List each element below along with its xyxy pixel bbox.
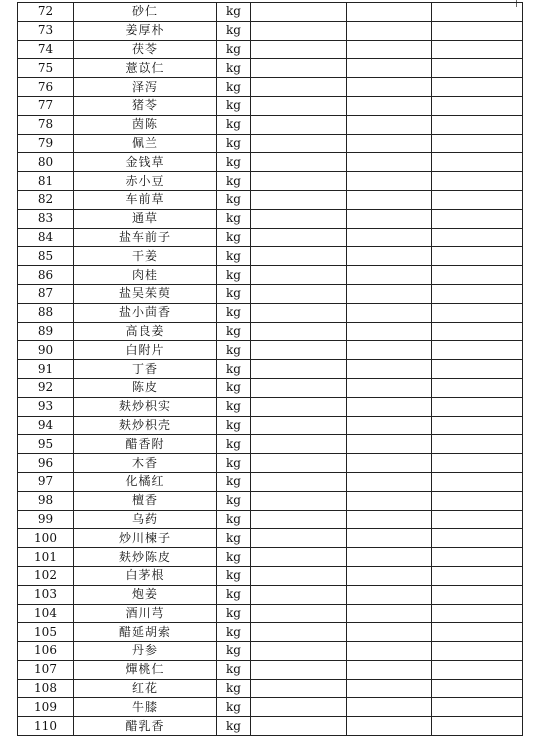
table-row	[18, 303, 523, 322]
table-row	[18, 78, 523, 97]
empty-cell-2	[347, 378, 432, 397]
herb-name: 盐车前子	[74, 228, 217, 247]
empty-cell-3	[432, 322, 523, 341]
empty-cell-1	[251, 529, 347, 548]
empty-cell-3	[432, 172, 523, 191]
empty-cell-1	[251, 454, 347, 473]
empty-cell-1	[251, 604, 347, 623]
table-row	[18, 679, 523, 698]
unit-cell: kg	[217, 698, 251, 717]
empty-cell-3	[432, 209, 523, 228]
empty-cell-3	[432, 472, 523, 491]
herb-name: 檀香	[74, 491, 217, 510]
empty-cell-1	[251, 96, 347, 115]
row-number: 85	[18, 247, 74, 266]
unit-cell: kg	[217, 3, 251, 22]
table-row	[18, 247, 523, 266]
herb-name: 砂仁	[74, 3, 217, 22]
table-row	[18, 660, 523, 679]
table-row	[18, 454, 523, 473]
empty-cell-2	[347, 266, 432, 285]
empty-cell-3	[432, 40, 523, 59]
table-row	[18, 510, 523, 529]
row-number: 98	[18, 491, 74, 510]
row-number: 83	[18, 209, 74, 228]
unit-cell: kg	[217, 604, 251, 623]
table-row	[18, 21, 523, 40]
herb-name: 牛膝	[74, 698, 217, 717]
empty-cell-3	[432, 59, 523, 78]
empty-cell-2	[347, 360, 432, 379]
empty-cell-3	[432, 642, 523, 661]
empty-cell-3	[432, 3, 523, 22]
herb-name: 车前草	[74, 190, 217, 209]
table-row	[18, 115, 523, 134]
empty-cell-1	[251, 566, 347, 585]
row-number: 82	[18, 190, 74, 209]
unit-cell: kg	[217, 566, 251, 585]
empty-cell-1	[251, 491, 347, 510]
row-number: 107	[18, 660, 74, 679]
table-row	[18, 566, 523, 585]
empty-cell-2	[347, 510, 432, 529]
empty-cell-1	[251, 378, 347, 397]
unit-cell: kg	[217, 134, 251, 153]
empty-cell-1	[251, 660, 347, 679]
empty-cell-1	[251, 115, 347, 134]
unit-cell: kg	[217, 679, 251, 698]
empty-cell-2	[347, 623, 432, 642]
row-number: 81	[18, 172, 74, 191]
herb-name: 麸炒枳壳	[74, 416, 217, 435]
empty-cell-3	[432, 284, 523, 303]
unit-cell: kg	[217, 435, 251, 454]
herb-name: 通草	[74, 209, 217, 228]
herb-name: 肉桂	[74, 266, 217, 285]
table-row	[18, 190, 523, 209]
empty-cell-1	[251, 247, 347, 266]
empty-cell-2	[347, 548, 432, 567]
unit-cell: kg	[217, 115, 251, 134]
empty-cell-2	[347, 96, 432, 115]
empty-cell-3	[432, 435, 523, 454]
empty-cell-1	[251, 190, 347, 209]
empty-cell-3	[432, 679, 523, 698]
herb-name: 炒川楝子	[74, 529, 217, 548]
row-number: 72	[18, 3, 74, 22]
unit-cell: kg	[217, 416, 251, 435]
empty-cell-1	[251, 416, 347, 435]
empty-cell-2	[347, 134, 432, 153]
unit-cell: kg	[217, 209, 251, 228]
empty-cell-1	[251, 435, 347, 454]
empty-cell-1	[251, 679, 347, 698]
table-row	[18, 717, 523, 736]
empty-cell-3	[432, 660, 523, 679]
row-number: 80	[18, 153, 74, 172]
empty-cell-3	[432, 378, 523, 397]
table-row	[18, 698, 523, 717]
row-number: 79	[18, 134, 74, 153]
empty-cell-3	[432, 454, 523, 473]
table-row	[18, 435, 523, 454]
unit-cell: kg	[217, 341, 251, 360]
table-row	[18, 604, 523, 623]
empty-cell-2	[347, 228, 432, 247]
table-row	[18, 134, 523, 153]
herb-name: 炮姜	[74, 585, 217, 604]
unit-cell: kg	[217, 585, 251, 604]
herb-name: 陈皮	[74, 378, 217, 397]
empty-cell-2	[347, 416, 432, 435]
unit-cell: kg	[217, 623, 251, 642]
unit-cell: kg	[217, 247, 251, 266]
empty-cell-3	[432, 360, 523, 379]
empty-cell-1	[251, 172, 347, 191]
empty-cell-1	[251, 397, 347, 416]
herb-name: 茯苓	[74, 40, 217, 59]
unit-cell: kg	[217, 21, 251, 40]
table-row	[18, 322, 523, 341]
empty-cell-2	[347, 604, 432, 623]
empty-cell-3	[432, 303, 523, 322]
empty-cell-2	[347, 397, 432, 416]
table-row	[18, 360, 523, 379]
herb-name: 金钱草	[74, 153, 217, 172]
table-row	[18, 548, 523, 567]
unit-cell: kg	[217, 172, 251, 191]
unit-cell: kg	[217, 642, 251, 661]
table-row	[18, 416, 523, 435]
empty-cell-2	[347, 209, 432, 228]
empty-cell-2	[347, 303, 432, 322]
empty-cell-1	[251, 303, 347, 322]
empty-cell-3	[432, 566, 523, 585]
row-number: 78	[18, 115, 74, 134]
table-row	[18, 228, 523, 247]
empty-cell-1	[251, 623, 347, 642]
empty-cell-2	[347, 284, 432, 303]
unit-cell: kg	[217, 717, 251, 736]
table-row	[18, 284, 523, 303]
empty-cell-3	[432, 397, 523, 416]
empty-cell-1	[251, 153, 347, 172]
table-row	[18, 341, 523, 360]
unit-cell: kg	[217, 454, 251, 473]
table-row	[18, 623, 523, 642]
empty-cell-1	[251, 360, 347, 379]
herb-name: 泽泻	[74, 78, 217, 97]
herb-name: 酒川芎	[74, 604, 217, 623]
empty-cell-2	[347, 40, 432, 59]
empty-cell-1	[251, 78, 347, 97]
empty-cell-1	[251, 510, 347, 529]
row-number: 93	[18, 397, 74, 416]
row-number: 102	[18, 566, 74, 585]
empty-cell-2	[347, 78, 432, 97]
unit-cell: kg	[217, 472, 251, 491]
empty-cell-2	[347, 341, 432, 360]
herb-name: 醋延胡索	[74, 623, 217, 642]
empty-cell-2	[347, 642, 432, 661]
empty-cell-1	[251, 698, 347, 717]
unit-cell: kg	[217, 303, 251, 322]
empty-cell-3	[432, 21, 523, 40]
unit-cell: kg	[217, 548, 251, 567]
empty-cell-3	[432, 247, 523, 266]
empty-cell-3	[432, 510, 523, 529]
table-row	[18, 529, 523, 548]
unit-cell: kg	[217, 322, 251, 341]
empty-cell-2	[347, 59, 432, 78]
table-row	[18, 642, 523, 661]
herb-name: 燀桃仁	[74, 660, 217, 679]
herb-name: 干姜	[74, 247, 217, 266]
empty-cell-2	[347, 660, 432, 679]
empty-cell-3	[432, 341, 523, 360]
empty-cell-3	[432, 134, 523, 153]
table-row	[18, 266, 523, 285]
empty-cell-1	[251, 3, 347, 22]
empty-cell-1	[251, 472, 347, 491]
empty-cell-2	[347, 529, 432, 548]
row-number: 92	[18, 378, 74, 397]
empty-cell-2	[347, 454, 432, 473]
unit-cell: kg	[217, 40, 251, 59]
empty-cell-2	[347, 472, 432, 491]
empty-cell-2	[347, 717, 432, 736]
empty-cell-2	[347, 190, 432, 209]
empty-cell-1	[251, 266, 347, 285]
herb-name: 姜厚朴	[74, 21, 217, 40]
table-row	[18, 96, 523, 115]
empty-cell-3	[432, 529, 523, 548]
row-number: 90	[18, 341, 74, 360]
row-number: 76	[18, 78, 74, 97]
herb-name: 麸炒陈皮	[74, 548, 217, 567]
empty-cell-1	[251, 134, 347, 153]
empty-cell-3	[432, 698, 523, 717]
table-row	[18, 40, 523, 59]
herb-name: 猪苓	[74, 96, 217, 115]
table-row	[18, 378, 523, 397]
empty-cell-1	[251, 548, 347, 567]
unit-cell: kg	[217, 491, 251, 510]
empty-cell-3	[432, 96, 523, 115]
herb-name: 茵陈	[74, 115, 217, 134]
row-number: 108	[18, 679, 74, 698]
row-number: 101	[18, 548, 74, 567]
empty-cell-1	[251, 59, 347, 78]
empty-cell-2	[347, 247, 432, 266]
table-row	[18, 472, 523, 491]
row-number: 95	[18, 435, 74, 454]
unit-cell: kg	[217, 510, 251, 529]
empty-cell-3	[432, 585, 523, 604]
row-number: 89	[18, 322, 74, 341]
empty-cell-2	[347, 153, 432, 172]
empty-cell-2	[347, 585, 432, 604]
row-number: 104	[18, 604, 74, 623]
unit-cell: kg	[217, 360, 251, 379]
herb-name: 红花	[74, 679, 217, 698]
empty-cell-2	[347, 21, 432, 40]
row-number: 84	[18, 228, 74, 247]
empty-cell-1	[251, 40, 347, 59]
row-number: 103	[18, 585, 74, 604]
herb-table	[17, 2, 523, 736]
unit-cell: kg	[217, 190, 251, 209]
empty-cell-1	[251, 21, 347, 40]
table-row	[18, 397, 523, 416]
herb-name: 醋乳香	[74, 717, 217, 736]
empty-cell-1	[251, 585, 347, 604]
herb-name: 白附片	[74, 341, 217, 360]
empty-cell-1	[251, 642, 347, 661]
unit-cell: kg	[217, 397, 251, 416]
herb-name: 丁香	[74, 360, 217, 379]
row-number: 75	[18, 59, 74, 78]
row-number: 100	[18, 529, 74, 548]
unit-cell: kg	[217, 96, 251, 115]
unit-cell: kg	[217, 266, 251, 285]
herb-name: 醋香附	[74, 435, 217, 454]
row-number: 74	[18, 40, 74, 59]
table-row	[18, 209, 523, 228]
unit-cell: kg	[217, 78, 251, 97]
table-row	[18, 172, 523, 191]
empty-cell-3	[432, 78, 523, 97]
empty-cell-1	[251, 284, 347, 303]
empty-cell-3	[432, 623, 523, 642]
empty-cell-3	[432, 717, 523, 736]
unit-cell: kg	[217, 660, 251, 679]
empty-cell-3	[432, 416, 523, 435]
table-row	[18, 3, 523, 22]
empty-cell-3	[432, 153, 523, 172]
herb-name: 麸炒枳实	[74, 397, 217, 416]
empty-cell-2	[347, 172, 432, 191]
empty-cell-1	[251, 209, 347, 228]
row-number: 77	[18, 96, 74, 115]
empty-cell-2	[347, 435, 432, 454]
empty-cell-3	[432, 266, 523, 285]
unit-cell: kg	[217, 284, 251, 303]
row-number: 91	[18, 360, 74, 379]
herb-name: 化橘红	[74, 472, 217, 491]
empty-cell-1	[251, 322, 347, 341]
row-number: 106	[18, 642, 74, 661]
table-row	[18, 585, 523, 604]
row-number: 96	[18, 454, 74, 473]
herb-name: 盐吴茱萸	[74, 284, 217, 303]
table-row	[18, 59, 523, 78]
herb-name: 乌药	[74, 510, 217, 529]
empty-cell-1	[251, 341, 347, 360]
unit-cell: kg	[217, 529, 251, 548]
herb-name: 白茅根	[74, 566, 217, 585]
empty-cell-1	[251, 228, 347, 247]
empty-cell-2	[347, 566, 432, 585]
empty-cell-2	[347, 322, 432, 341]
row-number: 88	[18, 303, 74, 322]
row-number: 109	[18, 698, 74, 717]
herb-name: 赤小豆	[74, 172, 217, 191]
row-number: 99	[18, 510, 74, 529]
row-number: 86	[18, 266, 74, 285]
herb-name: 丹参	[74, 642, 217, 661]
empty-cell-2	[347, 3, 432, 22]
row-number: 87	[18, 284, 74, 303]
unit-cell: kg	[217, 59, 251, 78]
unit-cell: kg	[217, 228, 251, 247]
row-number: 94	[18, 416, 74, 435]
row-number: 110	[18, 717, 74, 736]
empty-cell-2	[347, 698, 432, 717]
unit-cell: kg	[217, 378, 251, 397]
table-row	[18, 491, 523, 510]
herb-name: 盐小茴香	[74, 303, 217, 322]
empty-cell-2	[347, 679, 432, 698]
empty-cell-2	[347, 115, 432, 134]
herb-name: 木香	[74, 454, 217, 473]
herb-name: 佩兰	[74, 134, 217, 153]
empty-cell-2	[347, 491, 432, 510]
row-number: 97	[18, 472, 74, 491]
row-number: 73	[18, 21, 74, 40]
herb-name: 薏苡仁	[74, 59, 217, 78]
empty-cell-3	[432, 228, 523, 247]
empty-cell-3	[432, 548, 523, 567]
empty-cell-3	[432, 190, 523, 209]
empty-cell-1	[251, 717, 347, 736]
herb-table-body	[18, 3, 523, 736]
table-row	[18, 153, 523, 172]
unit-cell: kg	[217, 153, 251, 172]
row-number: 105	[18, 623, 74, 642]
herb-name: 高良姜	[74, 322, 217, 341]
empty-cell-3	[432, 491, 523, 510]
empty-cell-3	[432, 604, 523, 623]
empty-cell-3	[432, 115, 523, 134]
